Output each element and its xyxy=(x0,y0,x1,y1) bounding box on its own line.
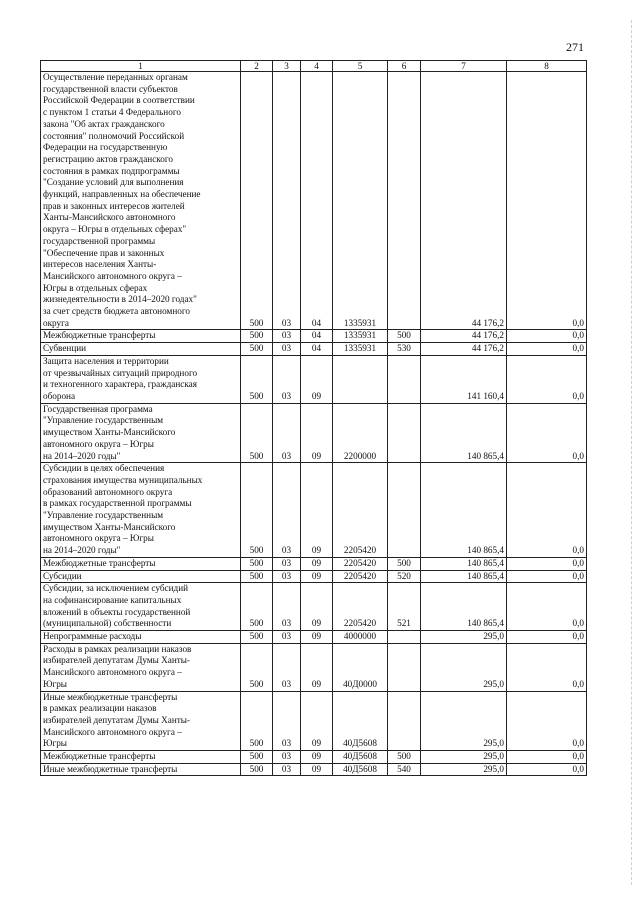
item-code-cell: 09 xyxy=(301,691,333,751)
description-line: Межбюджетные трансферты xyxy=(43,751,156,762)
target-article-cell: 40Д5608 xyxy=(333,691,388,751)
description-line: Югры xyxy=(43,738,67,749)
description-line: "Создание условий для выполнения xyxy=(43,177,184,188)
description-line: имуществом Ханты-Мансийского xyxy=(43,521,176,532)
target-article-cell: 40Д0000 xyxy=(333,643,388,691)
table-row xyxy=(41,403,587,463)
expense-type-cell: 500 xyxy=(388,557,421,570)
description-line: (муниципальной) собственности xyxy=(43,618,172,629)
table-row xyxy=(41,583,587,631)
description-line: автономного округа – Югры xyxy=(43,438,154,449)
expense-type-cell xyxy=(388,643,421,691)
subsection-code-cell: 03 xyxy=(273,72,301,330)
subsection-code-cell: 03 xyxy=(273,631,301,644)
section-code-cell: 500 xyxy=(241,763,273,776)
description-line: состояния" полномочий Российской xyxy=(43,130,185,141)
description-line: образований автономного округа xyxy=(43,486,173,497)
expense-type-cell: 500 xyxy=(388,330,421,343)
description-line: Иные межбюджетные трансферты xyxy=(43,763,178,774)
amount-cell: 295,0 xyxy=(421,691,507,751)
description-line: на софинансирование капитальных xyxy=(43,594,182,605)
target-article-cell: 2205420 xyxy=(333,583,388,631)
description-line: закона "Об актах гражданского xyxy=(43,118,165,129)
table-row xyxy=(41,570,587,583)
section-code-cell: 500 xyxy=(241,751,273,764)
amount-cell: 44 176,2 xyxy=(421,343,507,356)
section-code-cell: 500 xyxy=(241,355,273,403)
target-article-cell: 2205420 xyxy=(333,570,388,583)
description-line: Мансийского автономного округа – xyxy=(43,726,182,737)
description-line: вложений в объекты государственной xyxy=(43,606,191,617)
expense-type-cell: 530 xyxy=(388,343,421,356)
target-article-cell: 1335931 xyxy=(333,330,388,343)
row-description xyxy=(41,343,241,356)
description-line: регистрацию актов гражданского xyxy=(43,153,174,164)
description-line: жизнедеятельности в 2014–2020 годах" xyxy=(43,294,197,305)
description-line: в рамках реализации наказов xyxy=(43,703,157,714)
amount-extra-cell: 0,0 xyxy=(507,330,587,343)
description-line: в рамках государственной программы xyxy=(43,498,192,509)
table-row xyxy=(41,330,587,343)
section-code-cell: 500 xyxy=(241,583,273,631)
description-line: "Управление государственным xyxy=(43,415,164,426)
row-description xyxy=(41,72,241,330)
item-code-cell: 04 xyxy=(301,330,333,343)
item-code-cell: 09 xyxy=(301,557,333,570)
budget-table xyxy=(40,60,587,776)
amount-cell: 295,0 xyxy=(421,763,507,776)
section-code-cell: 500 xyxy=(241,463,273,558)
target-article-cell xyxy=(333,355,388,403)
table-row xyxy=(41,763,587,776)
description-line: "Обеспечение прав и законных xyxy=(43,247,165,258)
target-article-cell: 40Д5608 xyxy=(333,751,388,764)
row-description xyxy=(41,583,241,631)
table-row xyxy=(41,691,587,751)
description-line: государственной программы xyxy=(43,235,156,246)
subsection-code-cell: 03 xyxy=(273,763,301,776)
amount-extra-cell: 0,0 xyxy=(507,343,587,356)
expense-type-cell xyxy=(388,72,421,330)
description-line: интересов населения Ханты- xyxy=(43,259,157,270)
row-description xyxy=(41,557,241,570)
section-code-cell: 500 xyxy=(241,72,273,330)
subsection-code-cell: 03 xyxy=(273,557,301,570)
item-code-cell: 04 xyxy=(301,72,333,330)
subsection-code-cell: 03 xyxy=(273,643,301,691)
amount-extra-cell: 0,0 xyxy=(507,403,587,463)
subsection-code-cell: 03 xyxy=(273,355,301,403)
amount-cell: 140 865,4 xyxy=(421,463,507,558)
expense-type-cell xyxy=(388,355,421,403)
row-description xyxy=(41,330,241,343)
description-line: Российской Федерации в соответствии xyxy=(43,95,195,106)
table-row xyxy=(41,643,587,691)
item-code-cell: 09 xyxy=(301,763,333,776)
amount-cell: 141 160,4 xyxy=(421,355,507,403)
target-article-cell: 2200000 xyxy=(333,403,388,463)
description-line: Федерации на государственную xyxy=(43,142,168,153)
header-col-6: 6 xyxy=(388,61,421,72)
description-line: страхования имущества муниципальных xyxy=(43,474,203,485)
description-line: Ханты-Мансийского автономного xyxy=(43,212,176,223)
description-line: Расходы в рамках реализации наказов xyxy=(43,643,192,654)
description-line: от чрезвычайных ситуаций природного xyxy=(43,367,198,378)
amount-cell: 140 865,4 xyxy=(421,583,507,631)
row-description xyxy=(41,643,241,691)
item-code-cell: 09 xyxy=(301,583,333,631)
header-col-1: 1 xyxy=(41,61,241,72)
row-description xyxy=(41,751,241,764)
description-line: функций, направленных на обеспечение xyxy=(43,189,201,200)
expense-type-cell: 500 xyxy=(388,751,421,764)
description-line: Непрограммные расходы xyxy=(43,631,142,642)
subsection-code-cell: 03 xyxy=(273,570,301,583)
description-line: Осуществление переданных органам xyxy=(43,72,188,82)
expense-type-cell xyxy=(388,463,421,558)
amount-cell: 295,0 xyxy=(421,643,507,691)
description-line: Югры в отдельных сферах xyxy=(43,282,148,293)
target-article-cell: 1335931 xyxy=(333,343,388,356)
amount-cell: 44 176,2 xyxy=(421,330,507,343)
expense-type-cell xyxy=(388,691,421,751)
description-line: Субсидии, за исключением субсидий xyxy=(43,583,189,594)
table-row xyxy=(41,751,587,764)
description-line: государственной власти субъектов xyxy=(43,83,178,94)
table-row xyxy=(41,72,587,330)
amount-extra-cell: 0,0 xyxy=(507,643,587,691)
section-code-cell: 500 xyxy=(241,570,273,583)
subsection-code-cell: 03 xyxy=(273,343,301,356)
expense-type-cell: 520 xyxy=(388,570,421,583)
item-code-cell: 09 xyxy=(301,463,333,558)
description-line: имуществом Ханты-Мансийского xyxy=(43,427,176,438)
subsection-code-cell: 03 xyxy=(273,691,301,751)
amount-extra-cell: 0,0 xyxy=(507,355,587,403)
row-description xyxy=(41,463,241,558)
description-line: за счет средств бюджета автономного xyxy=(43,306,190,317)
subsection-code-cell: 03 xyxy=(273,751,301,764)
amount-extra-cell: 0,0 xyxy=(507,570,587,583)
description-line: состояния в рамках подпрограммы xyxy=(43,165,180,176)
description-line: округа xyxy=(43,317,69,328)
target-article-cell: 40Д5608 xyxy=(333,763,388,776)
subsection-code-cell: 03 xyxy=(273,583,301,631)
description-line: Защита населения и территории xyxy=(43,355,169,366)
subsection-code-cell: 03 xyxy=(273,463,301,558)
section-code-cell: 500 xyxy=(241,403,273,463)
amount-extra-cell: 0,0 xyxy=(507,751,587,764)
page-number: 271 xyxy=(566,40,584,54)
description-line: Межбюджетные трансферты xyxy=(43,557,156,568)
header-col-7: 7 xyxy=(421,61,507,72)
amount-extra-cell: 0,0 xyxy=(507,557,587,570)
header-col-8: 8 xyxy=(507,61,587,72)
header-row xyxy=(41,61,587,72)
table-row xyxy=(41,343,587,356)
header-col-5: 5 xyxy=(333,61,388,72)
description-line: "Управление государственным xyxy=(43,510,164,521)
header-col-3: 3 xyxy=(273,61,301,72)
description-line: избирателей депутатам Думы Ханты- xyxy=(43,655,190,666)
table-row xyxy=(41,355,587,403)
amount-extra-cell: 0,0 xyxy=(507,72,587,330)
item-code-cell: 09 xyxy=(301,570,333,583)
description-line: и техногенного характера, гражданская xyxy=(43,379,197,390)
amount-extra-cell: 0,0 xyxy=(507,631,587,644)
expense-type-cell: 540 xyxy=(388,763,421,776)
row-description xyxy=(41,631,241,644)
item-code-cell: 04 xyxy=(301,343,333,356)
description-line: прав и законных интересов жителей xyxy=(43,200,185,211)
expense-type-cell xyxy=(388,403,421,463)
table-row xyxy=(41,463,587,558)
scan-edge-mark xyxy=(631,20,632,885)
row-description xyxy=(41,570,241,583)
target-article-cell: 2205420 xyxy=(333,463,388,558)
target-article-cell: 1335931 xyxy=(333,72,388,330)
amount-cell: 295,0 xyxy=(421,631,507,644)
table-row xyxy=(41,631,587,644)
description-line: Межбюджетные трансферты xyxy=(43,330,156,341)
description-line: на 2014–2020 годы" xyxy=(43,545,121,556)
subsection-code-cell: 03 xyxy=(273,330,301,343)
description-line: Субсидии в целях обеспечения xyxy=(43,463,165,474)
description-line: Югры xyxy=(43,678,67,689)
row-description xyxy=(41,763,241,776)
description-line: избирателей депутатам Думы Ханты- xyxy=(43,714,190,725)
description-line: на 2014–2020 годы" xyxy=(43,450,121,461)
amount-extra-cell: 0,0 xyxy=(507,763,587,776)
header-col-4: 4 xyxy=(301,61,333,72)
table-body xyxy=(41,72,587,776)
description-line: Мансийского автономного округа – xyxy=(43,270,182,281)
description-line: автономного округа – Югры xyxy=(43,533,154,544)
item-code-cell: 09 xyxy=(301,643,333,691)
subsection-code-cell: 03 xyxy=(273,403,301,463)
expense-type-cell xyxy=(388,631,421,644)
row-description xyxy=(41,403,241,463)
description-line: Субсидии xyxy=(43,570,82,581)
amount-cell: 295,0 xyxy=(421,751,507,764)
amount-cell: 140 865,4 xyxy=(421,570,507,583)
section-code-cell: 500 xyxy=(241,691,273,751)
item-code-cell: 09 xyxy=(301,403,333,463)
row-description xyxy=(41,355,241,403)
amount-cell: 44 176,2 xyxy=(421,72,507,330)
description-line: Субвенции xyxy=(43,343,87,354)
amount-cell: 140 865,4 xyxy=(421,403,507,463)
target-article-cell: 2205420 xyxy=(333,557,388,570)
item-code-cell: 09 xyxy=(301,355,333,403)
target-article-cell: 4000000 xyxy=(333,631,388,644)
amount-cell: 140 865,4 xyxy=(421,557,507,570)
expense-type-cell: 521 xyxy=(388,583,421,631)
section-code-cell: 500 xyxy=(241,330,273,343)
amount-extra-cell: 0,0 xyxy=(507,463,587,558)
section-code-cell: 500 xyxy=(241,343,273,356)
description-line: Иные межбюджетные трансферты xyxy=(43,691,178,702)
table-row xyxy=(41,557,587,570)
header-col-2: 2 xyxy=(241,61,273,72)
amount-extra-cell: 0,0 xyxy=(507,691,587,751)
row-description xyxy=(41,691,241,751)
amount-extra-cell: 0,0 xyxy=(507,583,587,631)
item-code-cell: 09 xyxy=(301,631,333,644)
description-line: с пунктом 1 статьи 4 Федерального xyxy=(43,107,181,118)
item-code-cell: 09 xyxy=(301,751,333,764)
description-line: Мансийского автономного округа – xyxy=(43,667,182,678)
description-line: округа – Югры в отдельных сферах" xyxy=(43,224,187,235)
description-line: оборона xyxy=(43,390,76,401)
description-line: Государственная программа xyxy=(43,403,153,414)
section-code-cell: 500 xyxy=(241,643,273,691)
section-code-cell: 500 xyxy=(241,631,273,644)
section-code-cell: 500 xyxy=(241,557,273,570)
